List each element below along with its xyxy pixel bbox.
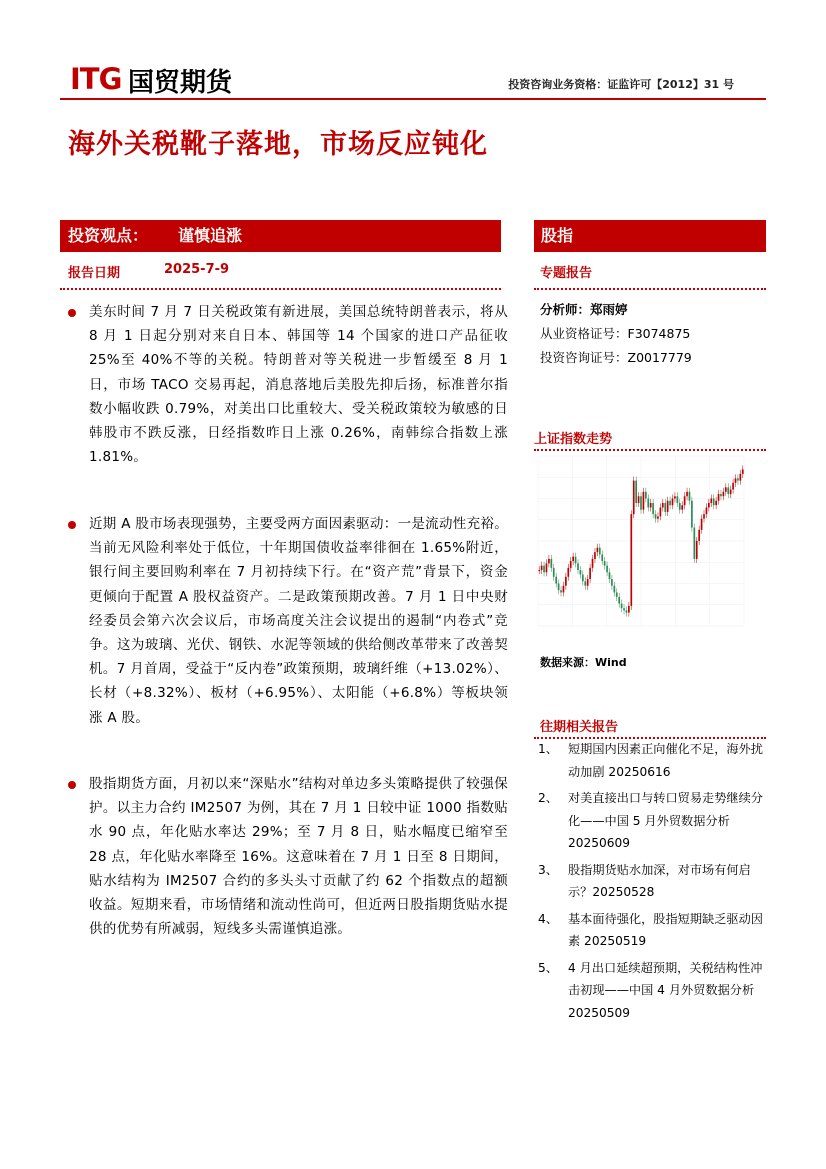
related-report-item[interactable] <box>536 957 766 1025</box>
category-label: 股指 <box>541 226 574 245</box>
chart-candle <box>660 507 662 516</box>
bullet-dot-icon <box>68 781 76 789</box>
chart-candle <box>730 490 732 494</box>
chart-candle <box>606 566 608 573</box>
related-report-text: 4 月出口延续超预期，关税结构性冲击初现——中国 4 月外贸数据分析 20250509 <box>568 960 763 1020</box>
chart-candle <box>647 499 649 508</box>
chart-candle <box>594 552 596 559</box>
bullet-dot-icon <box>68 309 76 317</box>
report-title: 海外关税靴子落地，市场反应钝化 <box>68 129 488 160</box>
chart-candle <box>560 590 562 592</box>
chart-candle <box>550 559 552 568</box>
chart-candle <box>657 516 659 518</box>
chart-candle <box>737 478 739 480</box>
related-report-item[interactable] <box>536 859 766 904</box>
chart-candle <box>565 577 567 586</box>
chart-candle <box>681 505 683 509</box>
chart-candle <box>732 483 734 490</box>
chart-candle <box>582 575 584 582</box>
chart-candle <box>546 563 548 572</box>
chart-candle <box>623 608 625 610</box>
chart-candle <box>618 597 620 604</box>
chart-candle <box>548 559 550 563</box>
report-type-label: 专题报告 <box>540 266 593 281</box>
chart-candle <box>655 514 657 518</box>
chart-candle <box>613 586 615 593</box>
chart-candle <box>720 494 722 496</box>
chart-grid <box>538 456 744 626</box>
related-report-number: 4、 <box>538 911 558 926</box>
chart-candle <box>558 584 560 591</box>
analyst-label: 分析师： <box>540 302 591 317</box>
chart-candle <box>691 501 693 528</box>
chart-candle <box>715 501 717 505</box>
chart-candle <box>740 474 742 481</box>
chart-candle <box>706 507 708 514</box>
chart-candle <box>742 469 744 473</box>
chart-candle <box>563 586 565 593</box>
chart-candle <box>723 492 725 496</box>
chart-candle <box>626 610 628 612</box>
chart-candle <box>718 494 720 501</box>
chart-candle <box>667 501 669 512</box>
chart-candle <box>727 487 729 494</box>
chart-candle <box>643 492 645 510</box>
related-reports-list <box>536 738 766 1028</box>
report-type-row <box>534 258 766 290</box>
analyst-name-row <box>540 298 766 322</box>
related-report-number: 3、 <box>538 862 558 877</box>
chart-candle <box>635 481 637 503</box>
chart-candle <box>567 568 569 577</box>
related-report-text: 对美直接出口与转口贸易走势继续分化——中国 5 月外贸数据分析 20250609 <box>568 791 763 850</box>
brand-logo-name: 国贸期货 <box>128 68 233 98</box>
bullet-item <box>68 772 508 941</box>
chart-candle <box>628 606 630 613</box>
chart-candle <box>555 577 557 584</box>
chart-candle <box>701 519 703 530</box>
chart-candle <box>696 541 698 559</box>
chart-source: 数据来源：Wind <box>540 656 627 669</box>
chart-candle <box>640 496 642 509</box>
brand-logo-itg: ITG <box>70 62 122 96</box>
bullet-text: 股指期货方面，月初以来“深贴水”结构对单边多头策略提供了较强保护。以主力合约 IM2507 为例，其在 7 月 1 日较中证 1000 指数贴水 90 点，年化贴水率达 29%；至 7 月 8 日，贴水幅度已缩窄至 28 点，年化贴水率降至 16%。这意味着在 7 月 1 日至 8 日期间，贴水结构为 IM2507 合约的多头头寸贡献了约 62 个指数点的超额收益。短期来看，市场情绪和流动性尚可，但近两日股指期货贴水提供的优势有所减弱，短线多头需谨慎追涨。 <box>89 776 508 938</box>
chart-candle <box>713 499 715 506</box>
chart-candle <box>572 557 574 561</box>
index-chart <box>536 452 762 634</box>
header-divider <box>60 98 766 100</box>
chart-candle <box>662 503 664 507</box>
related-report-text: 股指期货贴水加深，对市场有何启示？20250528 <box>568 862 751 899</box>
related-report-number: 1、 <box>538 742 558 756</box>
chart-candle <box>703 514 705 518</box>
chart-candle <box>698 530 700 541</box>
license-text: 投资咨询业务资格：证监许可【2012】31 号 <box>508 78 734 91</box>
chart-candle <box>669 501 671 505</box>
chart-candle <box>616 592 618 596</box>
chart-candle <box>652 503 654 514</box>
chart-candle <box>633 481 635 515</box>
chart-candle <box>543 566 545 573</box>
chart-candle <box>592 559 594 568</box>
related-report-item[interactable] <box>536 738 766 783</box>
related-reports-title: 往期相关报告 <box>540 720 619 735</box>
chart-candle <box>650 503 652 507</box>
chart-candle <box>570 561 572 568</box>
chart-candle <box>538 570 540 571</box>
chart-candle <box>597 548 599 552</box>
chart-candle <box>609 572 611 579</box>
bullet-text: 近期 A 股市场表现强势，主要受两方面因素驱动：一是流动性充裕。当前无风险利率处于低位，十年期国债收益率徘徊在 1.65%附近，银行间主要回购利率在 7 月初持续下行。在“资产荒”背景下，资金更倾向于配置 A 股权益资产。二是政策预期改善。7 月 1 日中央财经委员会第六次会议后，市场高度关注会议提出的遏制“内卷式”竞争。这为玻璃、光伏、钢铁、水泥等领域的供给侧改革带来了改善契机。7 月首周，受益于“反内卷”政策预期，玻璃纤维（+13.02%）、长材（+8.32%）、板材（+6.95%）、太阳能（+6.8%）等板块领涨 A 股。 <box>89 516 508 726</box>
chart-candle <box>735 478 737 482</box>
chart-candle <box>672 499 674 506</box>
bullet-text: 美东时间 7 月 7 日关税政策有新进展，美国总统特朗普表示，将从 8 月 1 日起分别对来自日本、韩国等 14 个国家的进口产品征收 25%至 40%不等的关税。特朗普对等关税进一步暂缓至 8 月 1 日，市场 TACO 交易再起，消息落地后美股先抑后扬，标准普尔指数小幅收跌 0.79%，对美出口比重较大、受关税政策较为敏感的日韩股市不跌反涨，日经指数昨日上涨 0.26%，南韩综合指数上涨 1.81%。 <box>89 304 508 466</box>
chart-candle <box>674 496 676 498</box>
chart-candle <box>604 561 606 565</box>
bullet-item <box>68 512 508 730</box>
advisory-cert-number: 投资咨询证号：Z0017779 <box>540 350 692 365</box>
report-date-label: 报告日期 <box>68 266 121 281</box>
investment-view-label: 投资观点： <box>68 226 149 245</box>
category-bar <box>534 220 766 252</box>
investment-view-bar <box>60 220 501 252</box>
chart-candle <box>599 548 601 555</box>
report-date-value: 2025-7-9 <box>164 262 230 277</box>
chart-candle <box>693 528 695 559</box>
practice-cert-number: 从业资格证号：F3074875 <box>540 326 691 341</box>
related-report-number: 2、 <box>538 791 558 805</box>
chart-candle <box>708 503 710 507</box>
chart-candle <box>689 492 691 501</box>
chart-candle <box>587 579 589 586</box>
bullet-dot-icon <box>68 521 76 529</box>
chart-candle <box>584 581 586 585</box>
chart-candle <box>684 496 686 505</box>
chart-title: 上证指数走势 <box>534 432 613 447</box>
related-report-text: 基本面待强化，股指短期缺乏驱动因素 20250519 <box>568 911 763 948</box>
chart-candle <box>677 496 679 503</box>
related-report-item[interactable] <box>536 787 766 855</box>
chart-candle <box>686 492 688 496</box>
chart-candle <box>580 570 582 574</box>
chart-candle <box>601 554 603 561</box>
analyst-info <box>540 298 766 370</box>
related-report-item[interactable] <box>536 908 766 953</box>
chart-candle <box>541 566 543 570</box>
chart-divider <box>534 449 766 451</box>
chart-candle <box>630 514 632 606</box>
related-report-number: 5、 <box>538 960 558 975</box>
chart-candle <box>645 492 647 499</box>
investment-view-value: 谨慎追涨 <box>178 226 243 245</box>
related-report-text: 短期国内因素正向催化不足，海外扰动加剧 20250616 <box>568 742 763 779</box>
chart-candle <box>553 568 555 577</box>
chart-candle <box>575 557 577 564</box>
analyst-name: 郑雨婷 <box>590 302 628 317</box>
chart-candle <box>611 579 613 586</box>
report-date-row <box>60 258 501 290</box>
chart-candle <box>710 499 712 503</box>
chart-candle <box>577 563 579 570</box>
chart-candle <box>679 503 681 510</box>
chart-candle <box>638 496 640 503</box>
bullet-item <box>68 300 508 469</box>
chart-candle <box>589 568 591 579</box>
chart-candle <box>664 503 666 512</box>
chart-candle <box>621 604 623 608</box>
chart-candle <box>725 487 727 491</box>
